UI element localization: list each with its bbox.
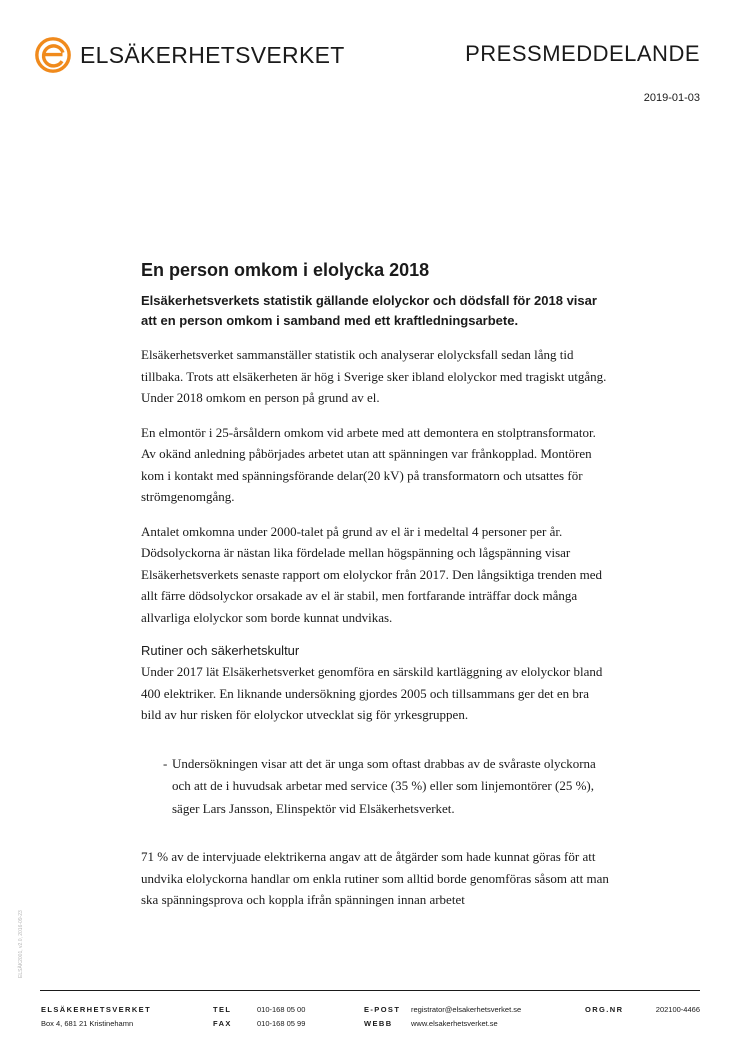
article-lead: Elsäkerhetsverkets statistik gällande elolyckor och dödsfall för 2018 visar att en person omkom i samband med ett kraftledningsarbete. (141, 293, 597, 328)
paragraph: 71 % av de intervjuade elektrikerna angav att de åtgärder som hade kunnat göras för att undvika elolyckorna handlar om enkla rutiner som alltid borde genomföras såsom att man ska spänningsprova och koppla ifrån spänningen innan arbetet (141, 849, 609, 907)
paragraph: Elsäkerhetsverket sammanställer statistik och analyserar elolycksfall sedan lång tid tillbaka. Trots att elsäkerheten är hög i Sverige sker ibland elolyckor med tragiskt utgång. Under 2018 omkom en person på grund av el. (141, 347, 607, 405)
article-title: En person omkom i elolycka 2018 (141, 260, 430, 280)
quote-text: Undersökningen visar att det är unga som oftast drabbas av de svåraste olyckorna och att de i huvudsak arbetar med service (35 %) eller som linjemontörer (25 %), säger Lars Jansson, Elinspektör vid Elsäkerhetsverket. (172, 755, 596, 816)
article (141, 258, 609, 911)
footer-address: Box 4, 681 21 Kristinehamn (41, 1019, 134, 1028)
footer-fax: 010-168 05 99 (257, 1019, 306, 1028)
document-date: 2019-01-03 (643, 92, 700, 104)
footer-orgnr-label: ORG.NR (585, 1005, 624, 1014)
footer-orgnr: 202100-4466 (655, 1005, 700, 1014)
footer-fax-label: FAX (213, 1019, 232, 1028)
footer-email-link[interactable]: registrator@elsakerhetsverket.se (411, 1005, 522, 1014)
quote-block (141, 753, 609, 821)
document-type: PRESSMEDDELANDE (465, 41, 700, 66)
subheading: Rutiner och säkerhetskultur (141, 643, 300, 658)
footer-web-link[interactable]: www.elsakerhetsverket.se (411, 1019, 498, 1028)
footer-tel: 010-168 05 00 (257, 1005, 306, 1014)
document-code: ELSÄK2001, v2.0, 2016-09-23 (18, 910, 24, 978)
footer-divider (40, 990, 700, 991)
logo (34, 36, 345, 74)
logo-text: ELSÄKERHETSVERKET (80, 41, 345, 68)
paragraph: Antalet omkomna under 2000-talet på grund av el är i medeltal 4 personer per år. Dödsolyckorna är nästan lika fördelade mellan högspänning och lågspänning visar Elsäkerhetsverkets senaste rapport om elolyckor från 2017. Den långsiktiga trenden med allt färre dödsolyckor orsakade av el är stabil, men fortfarande inträffar dock många allvarliga elolyckor som borde kunnat undvikas. (141, 523, 602, 625)
footer-org-name: ELSÄKERHETSVERKET (41, 1005, 152, 1014)
quote-dash: - (163, 755, 168, 771)
footer-email-label: E-POST (364, 1005, 401, 1014)
paragraph: Under 2017 lät Elsäkerhetsverket genomföra en särskild kartläggning av elolyckor bland 400 elektriker. En liknande undersökning gjordes 2005 och tillsammans ger det en bra bild av hur risken för elolyckor utvecklat sig för yrkesgruppen. (141, 664, 603, 722)
elsakerhetsverket-logo-icon (34, 36, 72, 74)
footer-web-label: WEBB (364, 1019, 393, 1028)
footer-tel-label: TEL (213, 1005, 232, 1014)
paragraph: En elmontör i 25-årsåldern omkom vid arbete med att demontera en stolptransformator. Av okänd anledning påbörjades arbetet utan att spänningen var frånkopplad. Montören kom i kontakt med spänningsförande delar(20 kV) på transformatorn och utsattes för strömgenomgång. (141, 424, 596, 504)
